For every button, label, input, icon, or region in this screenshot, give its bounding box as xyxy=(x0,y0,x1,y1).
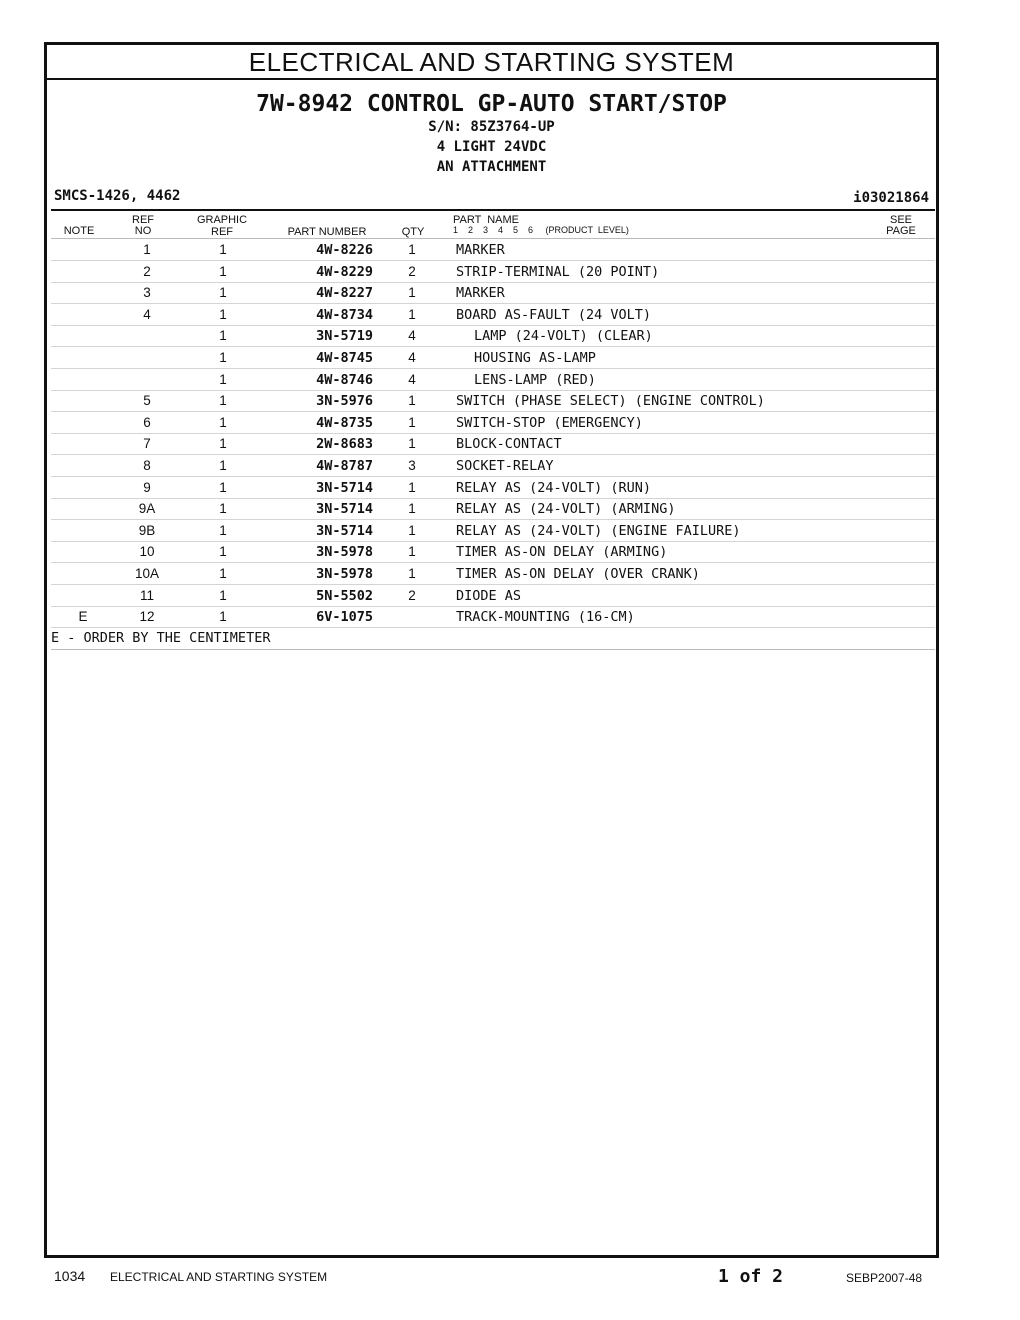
table-row xyxy=(51,261,935,283)
ref-number-cell: 4 xyxy=(143,306,151,322)
graphic-ref-cell: 1 xyxy=(219,306,227,322)
quantity-cell: 1 xyxy=(408,242,416,257)
table-row xyxy=(51,369,935,391)
part-number-cell: 4W-8735 xyxy=(316,414,373,431)
quantity-cell: 1 xyxy=(408,544,416,560)
table-row xyxy=(51,390,935,412)
table-row xyxy=(51,325,935,347)
quantity-cell: 1 xyxy=(408,414,416,430)
part-name-cell: TRACK-MOUNTING (16-CM) xyxy=(456,609,635,626)
part-name-cell: STRIP-TERMINAL (20 POINT) xyxy=(456,263,660,280)
part-number-cell: 2W-8683 xyxy=(316,436,373,453)
parts-page-frame xyxy=(44,42,939,1258)
quantity-cell: 1 xyxy=(408,436,416,452)
part-name-cell: TIMER AS-ON DELAY (OVER CRANK) xyxy=(456,566,700,582)
part-number-cell: 4W-8787 xyxy=(316,458,373,474)
column-header-note: NOTE xyxy=(63,225,95,237)
table-row xyxy=(51,239,935,261)
table-row xyxy=(51,347,935,369)
part-name-cell: RELAY AS (24-VOLT) (ENGINE FAILURE) xyxy=(456,522,741,539)
part-number-cell: 6V-1075 xyxy=(316,609,373,626)
quantity-cell: 1 xyxy=(408,479,416,495)
part-name-cell: DIODE AS xyxy=(456,587,522,604)
ref-number-cell: 6 xyxy=(143,414,151,430)
table-row xyxy=(51,282,935,304)
graphic-ref-cell: 1 xyxy=(219,414,227,430)
ref-number-cell: 12 xyxy=(139,609,155,625)
ref-number-cell: 2 xyxy=(143,263,151,279)
group-description-line: AN ATTACHMENT xyxy=(436,159,547,175)
quantity-cell: 1 xyxy=(408,501,416,517)
table-row xyxy=(51,304,935,326)
table-row xyxy=(51,520,935,542)
graphic-ref-cell: 1 xyxy=(219,350,227,365)
table-row xyxy=(51,563,935,585)
group-title: 7W-8942 CONTROL GP-AUTO START/STOP xyxy=(256,91,727,117)
column-header-qty: QTY xyxy=(401,226,425,238)
quantity-cell: 1 xyxy=(408,306,416,322)
graphic-ref-cell: 1 xyxy=(219,242,227,257)
part-name-cell: SWITCH (PHASE SELECT) (ENGINE CONTROL) xyxy=(456,393,765,410)
footer-section: ELECTRICAL AND STARTING SYSTEM xyxy=(110,1270,328,1284)
table-row xyxy=(51,455,935,477)
column-header-part-number: PART NUMBER xyxy=(287,226,367,238)
graphic-ref-cell: 1 xyxy=(219,328,227,344)
ref-number-cell: 9 xyxy=(143,479,151,495)
column-header-product-level: 1 2 3 4 5 6 (PRODUCT LEVEL) xyxy=(453,225,629,235)
table-row xyxy=(51,606,935,628)
column-header-part-name: PART NAME xyxy=(453,214,520,226)
part-number-cell: 3N-5714 xyxy=(316,479,373,496)
ref-number-cell: 10 xyxy=(139,544,155,560)
part-name-cell: MARKER xyxy=(456,285,505,302)
table-row xyxy=(51,412,935,434)
ref-number-cell: 7 xyxy=(143,436,151,452)
table-row xyxy=(51,585,935,607)
part-number-cell: 3N-5714 xyxy=(316,522,373,539)
graphic-ref-cell: 1 xyxy=(219,587,227,603)
quantity-cell: 4 xyxy=(408,371,416,387)
quantity-cell: 1 xyxy=(408,566,416,581)
quantity-cell: 2 xyxy=(408,263,416,279)
graphic-ref-cell: 1 xyxy=(219,285,227,301)
quantity-cell: 4 xyxy=(408,350,416,365)
graphic-ref-cell: 1 xyxy=(219,544,227,560)
part-number-cell: 4W-8227 xyxy=(316,285,373,302)
ref-number-cell: 3 xyxy=(143,285,151,301)
table-row xyxy=(51,541,935,563)
table-row xyxy=(51,498,935,520)
illustration-id: i03021864 xyxy=(853,190,929,206)
graphic-ref-cell: 1 xyxy=(219,371,227,387)
part-name-cell: SOCKET-RELAY xyxy=(456,458,554,474)
part-name-cell: RELAY AS (24-VOLT) (RUN) xyxy=(456,479,652,496)
part-number-cell: 3N-5719 xyxy=(316,328,373,345)
ref-number-cell: 8 xyxy=(143,458,151,473)
serial-number-range: S/N: 85Z3764-UP xyxy=(428,119,555,135)
column-header-graphic-ref: REF xyxy=(211,226,233,238)
part-number-cell: 4W-8746 xyxy=(316,371,373,388)
part-name-cell: MARKER xyxy=(456,242,505,258)
quantity-cell: 4 xyxy=(408,328,416,344)
table-row xyxy=(51,477,935,499)
page-of: 1 of 2 xyxy=(718,1266,784,1287)
smcs-code: SMCS-1426, 4462 xyxy=(54,188,181,204)
quantity-cell: 3 xyxy=(408,458,416,473)
quantity-cell: 1 xyxy=(408,522,416,538)
part-name-cell: HOUSING AS-LAMP xyxy=(474,350,596,366)
document-id: SEBP2007-48 xyxy=(846,1271,923,1285)
graphic-ref-cell: 1 xyxy=(219,458,227,473)
ref-number-cell: 9A xyxy=(138,501,156,517)
note-cell: E xyxy=(78,609,88,625)
part-name-cell: LAMP (24-VOLT) (CLEAR) xyxy=(474,328,653,345)
graphic-ref-cell: 1 xyxy=(219,522,227,538)
column-header-see: SEE xyxy=(889,214,912,226)
quantity-cell: 1 xyxy=(408,393,416,409)
part-number-cell: 3N-5978 xyxy=(316,566,373,582)
group-description-line: 4 LIGHT 24VDC xyxy=(436,139,547,155)
graphic-ref-cell: 1 xyxy=(219,393,227,409)
column-header-graphic: GRAPHIC xyxy=(196,214,248,226)
part-name-cell: BOARD AS-FAULT (24 VOLT) xyxy=(456,306,652,323)
part-name-cell: RELAY AS (24-VOLT) (ARMING) xyxy=(456,501,676,518)
quantity-cell: 2 xyxy=(408,587,416,603)
graphic-ref-cell: 1 xyxy=(219,479,227,495)
part-number-cell: 5N-5502 xyxy=(316,587,373,604)
part-name-cell: TIMER AS-ON DELAY (ARMING) xyxy=(456,544,668,561)
ref-number-cell: 5 xyxy=(143,393,151,409)
ref-number-cell: 11 xyxy=(139,587,154,603)
ref-number-cell: 10A xyxy=(134,566,160,581)
column-header-ref: REF xyxy=(132,214,154,226)
graphic-ref-cell: 1 xyxy=(219,436,227,452)
quantity-cell: 1 xyxy=(408,285,416,301)
part-number-cell: 3N-5978 xyxy=(316,544,373,561)
header-rule xyxy=(51,209,935,211)
footnote: E - ORDER BY THE CENTIMETER xyxy=(51,630,271,646)
ref-number-cell: 9B xyxy=(138,522,156,538)
page-number: 1034 xyxy=(54,1268,86,1284)
footnote-rule xyxy=(51,649,935,650)
graphic-ref-cell: 1 xyxy=(219,501,227,517)
column-header-ref-no: NO xyxy=(134,225,152,237)
ref-number-cell: 1 xyxy=(143,242,151,257)
part-name-cell: SWITCH-STOP (EMERGENCY) xyxy=(456,414,643,431)
part-number-cell: 3N-5714 xyxy=(316,501,373,518)
section-title: ELECTRICAL AND STARTING SYSTEM xyxy=(47,45,936,80)
graphic-ref-cell: 1 xyxy=(219,566,227,581)
part-number-cell: 4W-8229 xyxy=(316,263,373,280)
table-row xyxy=(51,433,935,455)
graphic-ref-cell: 1 xyxy=(219,609,227,625)
part-number-cell: 4W-8734 xyxy=(316,306,373,323)
graphic-ref-cell: 1 xyxy=(219,263,227,279)
part-number-cell: 4W-8226 xyxy=(316,242,373,258)
part-number-cell: 4W-8745 xyxy=(316,350,373,366)
part-name-cell: BLOCK-CONTACT xyxy=(456,436,562,453)
part-number-cell: 3N-5976 xyxy=(316,393,373,410)
column-header-see-page: PAGE xyxy=(886,225,916,237)
part-name-cell: LENS-LAMP (RED) xyxy=(474,371,596,388)
